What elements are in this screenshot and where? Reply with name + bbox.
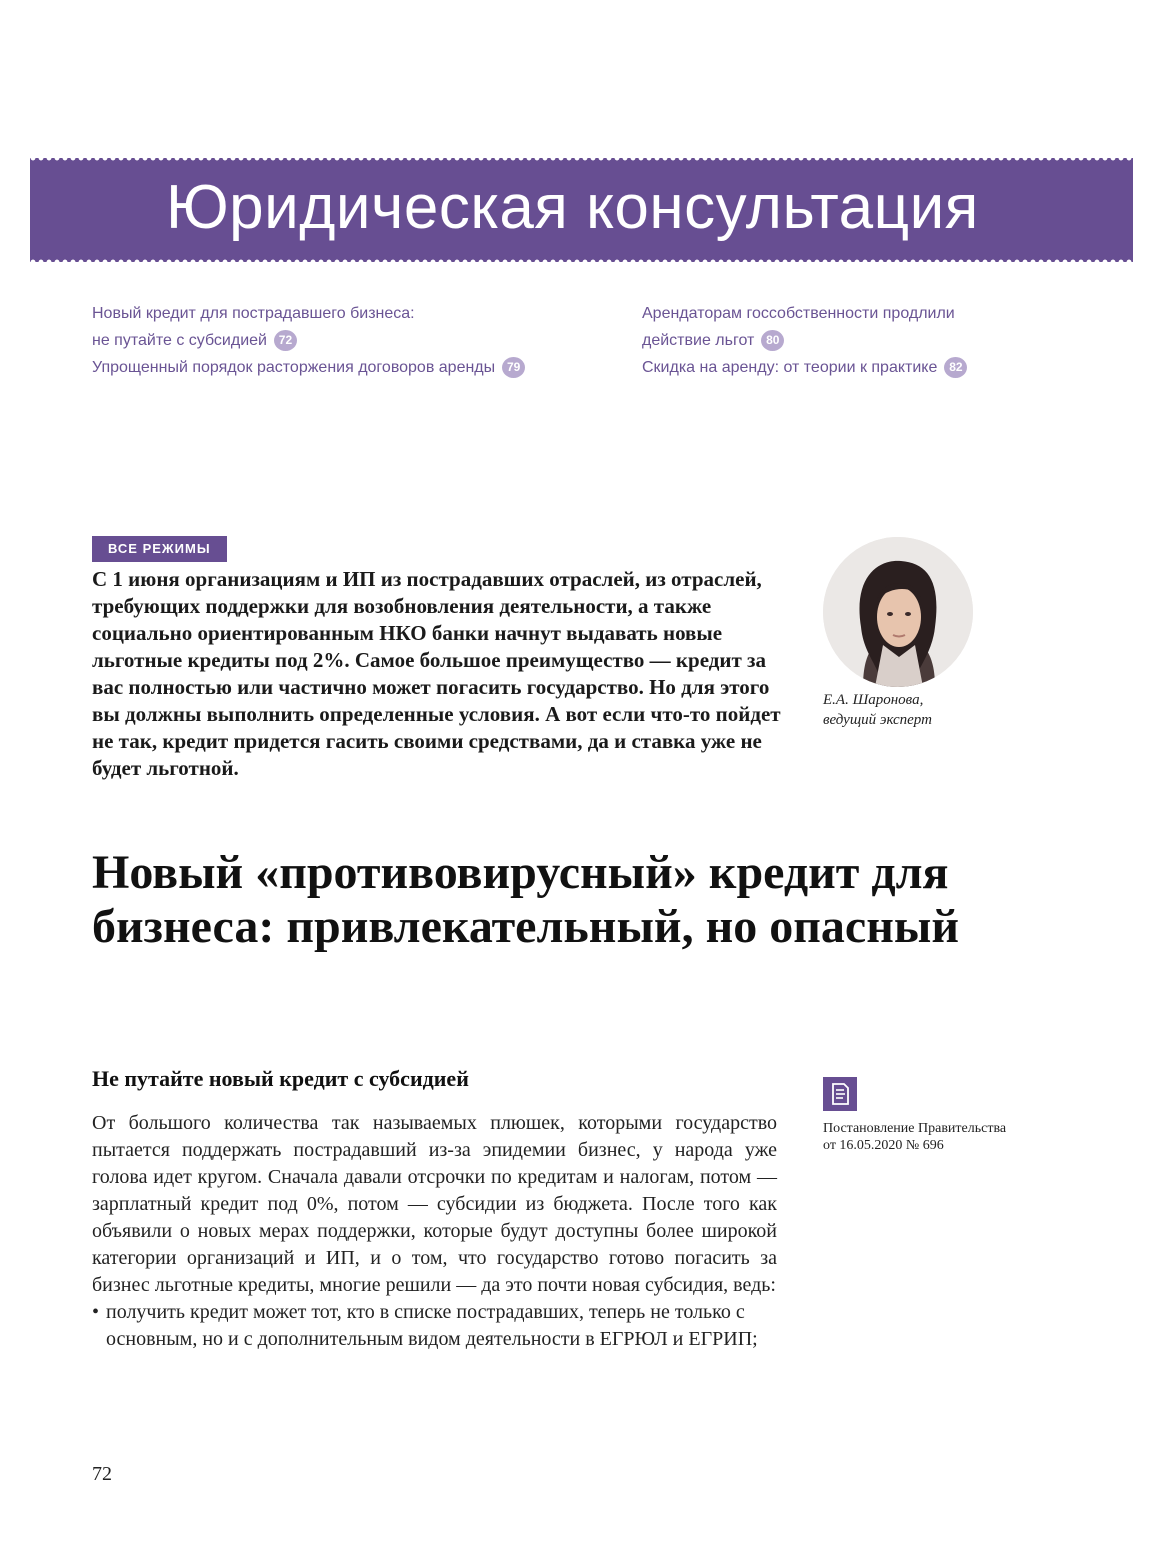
section-banner — [30, 158, 1133, 262]
sidebar-note: Постановление Правительства от 16.05.2020 № 696 — [823, 1121, 1007, 1153]
article-subhead: Не путайте новый кредит с субсидией — [92, 1066, 469, 1091]
toc-item[interactable]: Арендаторам госсобственности продлили — [642, 305, 955, 322]
author-caption — [823, 690, 932, 730]
body-paragraph: От большого количества так называемых плюшек, которыми государство пытается поддержать пострадавший из-за эпидемии бизнес, у народа уже голова идет кругом. Сначала давали отсрочки по кредитам и налогам, потом — зарплатный кредит под 0%, потом — субсидии из бюджета. После того как объявили о новых мерах поддержки, которые будут доступны более широкой категории организаций и ИП, и о том, что государство готово погасить за бизнес льготные кредиты, многие решили — да это почти новая субсидия, ведь: — [92, 1112, 777, 1296]
page-badge: 80 — [761, 330, 784, 351]
toc-item[interactable]: Новый кредит для пострадавшего бизнеса: — [92, 305, 415, 322]
article-body — [92, 1110, 777, 1353]
toc-item[interactable]: Скидка на аренду: от теории к практике 82 — [642, 354, 967, 381]
author-role: ведущий эксперт — [823, 712, 932, 728]
author-portrait-icon — [823, 537, 973, 687]
document-icon — [823, 1077, 857, 1111]
category-tag: ВСЕ РЕЖИМЫ — [92, 536, 227, 562]
page-badge: 82 — [944, 357, 967, 378]
toc-column-right — [642, 300, 967, 381]
toc-column-left — [92, 300, 525, 381]
toc-item[interactable]: не путайте с субсидией 72 — [92, 327, 525, 354]
author-photo — [823, 537, 973, 687]
section-title: Юридическая консультация — [166, 173, 979, 242]
toc-item[interactable]: Упрощенный порядок расторжения договоров аренды 79 — [92, 354, 525, 381]
page-badge: 72 — [274, 330, 297, 351]
article-lead: С 1 июня организациям и ИП из пострадавших отраслей, из отраслей, требующих поддержки для возобновления деятельности, а также социально ориентированным НКО банки начнут выдавать новые льготные кредиты под 2%. Самое большое преимущество — кредит за вас полностью или частично может погасить государство. Но для этого вы должны выполнить определенные условия. А вот если что-то пойдет не так, кредит придется гасить своими средствами, да и ставка уже не будет льготной. — [92, 567, 781, 780]
page-badge: 79 — [502, 357, 525, 378]
toc-item[interactable]: действие льгот 80 — [642, 327, 967, 354]
article-headline: Новый «противовирусный» кредит для бизнеса: привлекательный, но опасный — [92, 846, 959, 953]
page-number: 72 — [92, 1463, 112, 1485]
list-item: • получить кредит может тот, кто в списке пострадавших, теперь не только с основным, но и с дополнительным видом деятельности в ЕГРЮЛ и ЕГРИП; — [92, 1299, 777, 1353]
author-name: Е.А. Шаронова, — [823, 692, 924, 708]
